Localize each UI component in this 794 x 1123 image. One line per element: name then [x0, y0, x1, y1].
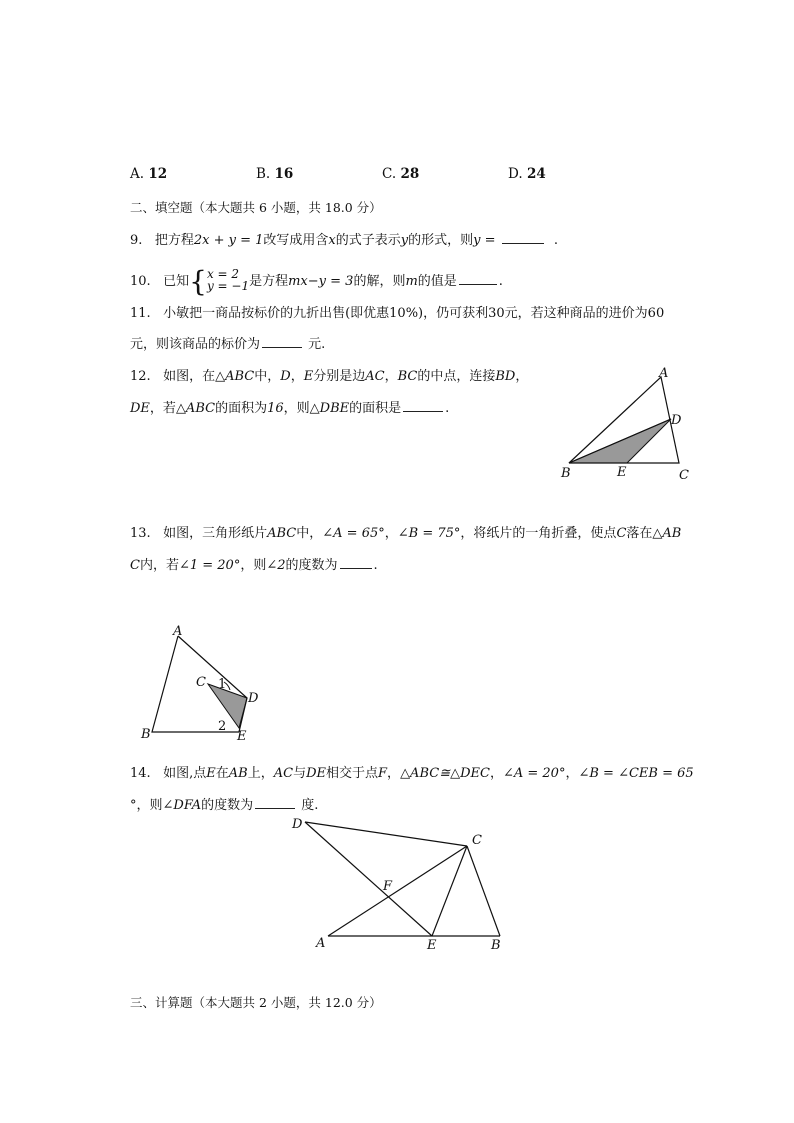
q12-triangle-figure	[555, 365, 705, 485]
label-a: A	[316, 936, 326, 951]
choice-c: C. 28	[382, 166, 420, 182]
question-13-line-1: 13. 如图，三角形纸片ABC中，∠A = 65°，∠B = 75°，将纸片的一角折叠，使点C落在△AB	[130, 526, 682, 541]
question-14-line-1: 14. 如图,点E在AB上，AC与DE相交于点F，△ABC≅△DEC，∠A = 20°，∠B = ∠CEB = 65	[130, 766, 694, 781]
label-c: C	[196, 675, 206, 690]
question-9: 9. 把方程2x + y = 1改写成用含x的式子表示y的形式，则y = .	[130, 233, 559, 248]
question-11-line-2: 元，则该商品的标价为 元.	[130, 337, 326, 352]
label-b: B	[561, 466, 571, 481]
answer-blank[interactable]	[262, 335, 302, 348]
label-f: F	[383, 879, 393, 894]
brace-symbol: {	[189, 265, 207, 298]
label-c: C	[472, 833, 482, 848]
label-a: A	[173, 624, 183, 639]
answer-blank[interactable]	[340, 556, 372, 569]
choice-d: D. 24	[508, 166, 546, 182]
label-c: C	[679, 468, 689, 483]
equation-system: x = 2 y = −1	[206, 266, 250, 293]
segment-de	[305, 822, 432, 936]
question-10: 10. 已知{x = 2 y = −1是方程mx−y = 3的解，则m的值是 .	[130, 265, 503, 298]
question-13-line-2: C内，若∠1 = 20°，则∠2的度数为 .	[130, 558, 378, 573]
question-14-line-2: °，则∠DFA的度数为 度.	[130, 798, 319, 813]
segment-ac	[328, 846, 467, 936]
label-1: 1	[218, 677, 227, 692]
segment-bc	[467, 846, 500, 936]
choice-b: B. 16	[256, 166, 294, 182]
label-b: B	[491, 938, 501, 953]
q14-congruent-triangles-figure	[285, 810, 515, 955]
answer-blank[interactable]	[403, 399, 443, 412]
label-d: D	[248, 691, 259, 706]
segment-ce	[432, 846, 467, 936]
label-e: E	[427, 938, 437, 953]
answer-blank[interactable]	[459, 272, 497, 285]
answer-blank[interactable]	[255, 796, 295, 809]
section-heading-calculation: 三、计算题（本大题共 2 小题，共 12.0 分）	[130, 995, 382, 1010]
question-11-line-1: 11. 小敏把一商品按标价的九折出售(即优惠10%)，仍可获利30元，若这种商品的进价为60	[130, 306, 665, 321]
label-e: E	[237, 729, 247, 744]
label-2: 2	[218, 719, 227, 734]
choice-a: A. 12	[130, 166, 168, 182]
q13-fold-figure	[138, 618, 268, 746]
label-d: D	[671, 413, 682, 428]
segment-dc	[305, 822, 467, 846]
label-d: D	[292, 817, 303, 832]
question-12-line-2: DE，若△ABC的面积为16，则△DBE的面积是 .	[130, 401, 450, 416]
label-a: A	[659, 366, 669, 381]
label-b: B	[141, 727, 151, 742]
label-e: E	[617, 465, 627, 480]
section-heading-fill-in: 二、填空题（本大题共 6 小题，共 18.0 分）	[130, 200, 382, 215]
answer-blank[interactable]	[502, 231, 544, 244]
question-12-line-1: 12. 如图，在△ABC中，D，E分别是边AC，BC的中点，连接BD，	[130, 369, 529, 384]
